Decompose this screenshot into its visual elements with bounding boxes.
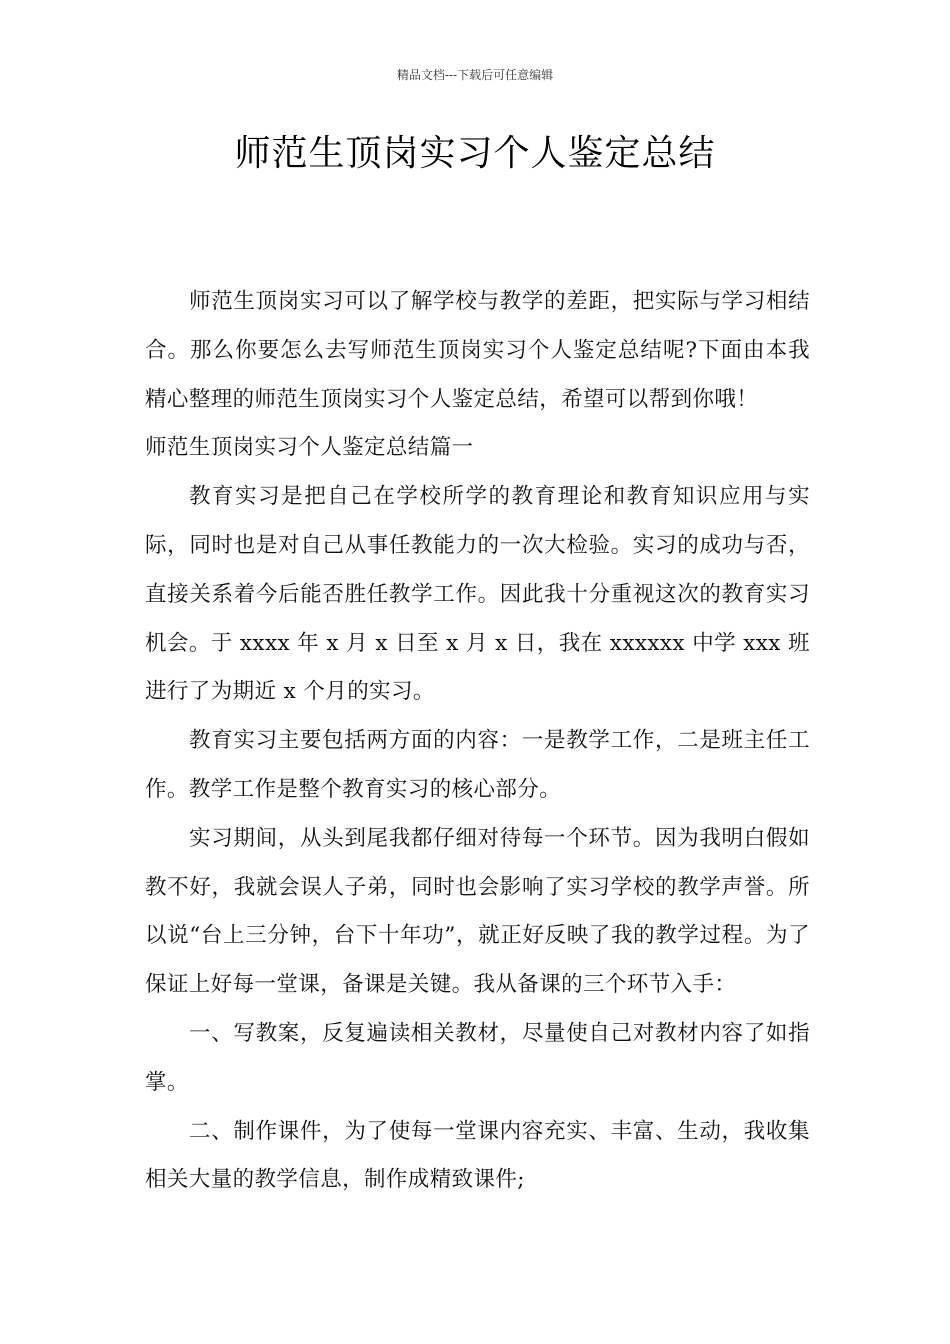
page-header-note: 精品文档---下载后可任意编辑 bbox=[396, 68, 554, 82]
body-paragraph: 教育实习主要包括两方面的内容：一是教学工作，二是班主任工作。教学工作是整个教育实习的核心部分。 bbox=[145, 728, 810, 802]
list-item-paragraph: 一、写教案，反复遍读相关教材，尽量使自己对教材内容了如指掌。 bbox=[145, 1020, 810, 1095]
list-item-paragraph: 二、制作课件，为了使每一堂课内容充实、丰富、生动，我收集相关大量的教学信息，制作成精致课件; bbox=[145, 1118, 810, 1193]
section-heading: 师范生顶岗实习个人鉴定总结篇一 bbox=[145, 435, 474, 461]
body-paragraph: 教育实习是把自己在学校所学的教育理论和教育知识应用与实际，同时也是对自己从事任教能力的一次大检验。实习的成功与否，直接关系着今后能否胜任教学工作。因此我十分重视这次的教育实习机会。于 xxxx 年 x 月 x 日至 x 月 x 日，我在 xxxxxx 中学 xxx 班进行了为期近 x 个月的实习。 bbox=[145, 484, 810, 705]
document-body bbox=[145, 278, 810, 1205]
intro-paragraph: 师范生顶岗实习可以了解学校与教学的差距，把实际与学习相结合。那么你要怎么去写师范生顶岗实习个人鉴定总结呢?下面由本我精心整理的师范生顶岗实习个人鉴定总结，希望可以帮到你哦！ bbox=[145, 289, 810, 412]
body-paragraph: 实习期间，从头到尾我都仔细对待每一个环节。因为我明白假如教不好，我就会误人子弟，同时也会影响了实习学校的教学声誉。所以说“台上三分钟，台下十年功”，就正好反映了我的教学过程。为了保证上好每一堂课，备课是关键。我从备课的三个环节入手： bbox=[145, 825, 810, 998]
document-title: 师范生顶岗实习个人鉴定总结 bbox=[234, 133, 716, 174]
